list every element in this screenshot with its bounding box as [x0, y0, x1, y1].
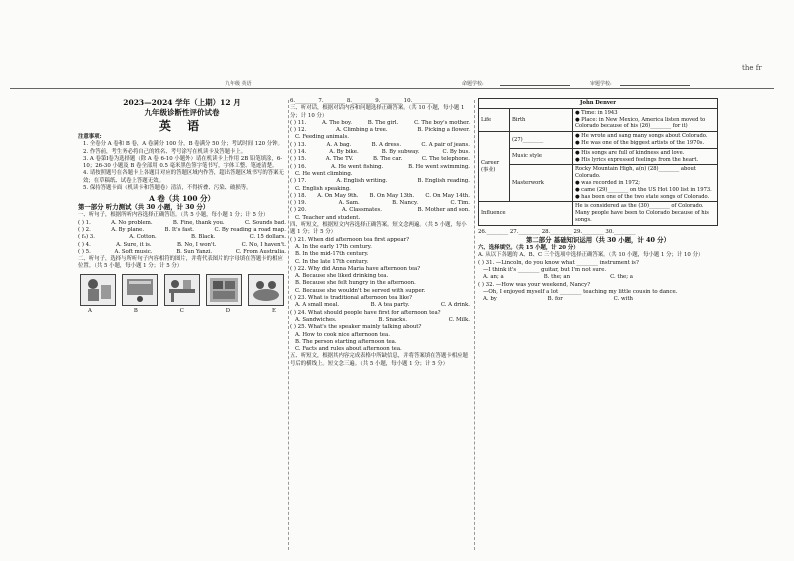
row-label-music-style: Music style — [510, 148, 573, 165]
question-row: ( ) 11. A. The boy. B. The girl. C. The boy's mother. — [290, 119, 470, 126]
picture-d — [206, 274, 242, 306]
note: 4. 请按照题号在各题卡上各题目对应的答题区域内作答，超出答题区域书写的答案无效；在草稿纸、试卷上答题无效。 — [83, 170, 284, 184]
column-divider — [474, 100, 475, 550]
question-stem: ( ) 32. —How was your weekend, Nancy? — [478, 281, 591, 288]
year-line: 2023—2024 学年（上期）12 月 — [123, 98, 241, 107]
question-option: C. In the late 17th century. — [295, 258, 369, 265]
picture-labels: A B C D E — [88, 307, 276, 314]
picture-b — [122, 274, 158, 306]
question-option: A. Because she liked drinking tea. — [295, 273, 389, 280]
question-row: ( ) 16. A. He went fishing. B. He went swimming. — [290, 163, 470, 170]
section-instruction: 一、听句子，根据所听内容选择正确答语。（共 5 小题，每小题 1 分；计 5 分） — [78, 212, 269, 219]
question-row: ( ) 18. A. On May 9th. B. On May 13th. C. On May 14th. — [290, 192, 470, 199]
column-1 — [78, 98, 286, 315]
question-stem: ( ) 21. When did afternoon tea first appear? — [290, 236, 410, 243]
masterwork-cell: Rocky Mountain High, a(n) (28)________ about Colorado. ● was recorded in 1972; ● came (29)________ on the US Hot 100 list in 1973. ● has been one of the two state songs of Colorado. — [573, 165, 718, 202]
section-instruction: 二、听句子，选择与所听句子内容相符的图片，并将代表图片的字母填在答题卡的相应位置。（共 5 小题，每小题 1 分；计 5 分） — [78, 256, 283, 270]
a-volume-title: A 卷（共 100 分） — [149, 194, 215, 204]
note: 5. 保持答题卡面（机读卡和答题卷）清洁，不得折叠、污染、破损等。 — [83, 185, 252, 192]
grade-subject: 九年级 英语 — [225, 81, 252, 87]
question-option: C. Teacher and student. — [295, 214, 361, 221]
part2-title: 第二部分 基础知识运用（共 30 小题，计 40 分） — [526, 236, 670, 245]
part1-title: 第一部分 听力测试（共 30 小题，计 30 分） — [78, 203, 210, 212]
question-option: C. Because she wouldn't be served with supper. — [295, 287, 426, 294]
question-row: ( ) 12. A. Climbing a tree. B. Picking a flower. — [290, 127, 470, 134]
picture-e — [248, 274, 284, 306]
question-row: ( ) 1. A. No problem. B. Fine, thank you. C. Sounds bad. — [78, 219, 286, 226]
school-blank — [500, 80, 570, 86]
question-option: B. In the mid-17th century. — [295, 251, 369, 258]
picture-c — [164, 274, 200, 306]
subject-title: 英 语 — [158, 119, 206, 133]
question-option: B. Because she felt hungry in the afternoon. — [295, 280, 416, 287]
section-instruction: 三、听对话，根据对话内容和问题选择正确答案。（共 10 小题，每小题 1 分；计 10 分） — [290, 105, 465, 119]
examiner-blank — [620, 80, 690, 86]
answer-blank-line: 6.________ 7.________ 8.________ 9.________ 10.________ — [290, 98, 434, 104]
question-row: ( ) 5. A. Soft music. B. Sun Yanzi. C. From Australia. — [78, 248, 286, 255]
question-stem: ( ) 23. What is traditional afternoon tea like? — [290, 295, 412, 302]
corner-text: the fr — [742, 64, 762, 72]
section-title: 六、选择填空。（共 15 小题，计 20 分） — [478, 245, 579, 252]
answer-blank-line: 26.________ 27.________ 28.________ 29.________ 30.________ — [478, 228, 636, 235]
question-option: C. Feeding animals. — [295, 134, 349, 141]
question-option: B. The person starting afternoon tea. — [295, 338, 397, 345]
school-label: 命题学校: — [462, 81, 484, 87]
column-3 — [478, 98, 718, 303]
question-option: A. In the early 17th century. — [295, 243, 372, 250]
question-row: A. A small meal. B. A tea party. C. A drink. — [295, 302, 470, 309]
column-divider — [288, 100, 289, 550]
notes-title: 注意事项: — [78, 134, 102, 140]
question-option: C. He went climbing. — [295, 170, 353, 177]
question-stem: ( ) 24. What should people have first for afternoon tea? — [290, 309, 441, 316]
picture-a — [80, 274, 116, 306]
column-2 — [290, 98, 470, 368]
row-label-27: (27)________ — [510, 132, 573, 149]
influence-cell: He is considered as the (30)________ of Colorado. Many people have been to Colorado because of his songs. — [573, 202, 718, 225]
question-row: ( ) 20. A. Classmates. B. Mother and son. — [290, 207, 470, 214]
row-label-influence: Influence — [479, 202, 573, 225]
row-label-masterwork: Masterwork — [510, 165, 573, 202]
question-option: C. Facts and rules about afternoon tea. — [295, 346, 402, 353]
birth-cell: ● Time: in 1943 ● Place: in New Mexico, America listen moved to Colorado because of his (26)________ for it) — [573, 108, 718, 131]
question-row: ( ) 17. A. English writing. B. English reading. — [290, 178, 470, 185]
question-option: C. English speaking. — [295, 185, 351, 192]
question-row: ( ) 4. A. Sure, it is. B. No, I won't. C. No, I haven't. — [78, 241, 286, 248]
question-stem: ( ) 31. —Lincoln, do you know what ________ instrument is? — [478, 259, 639, 266]
info-table — [478, 98, 718, 226]
question-row: ( ) 2. A. By plane. B. It's fast. C. By reading a road map. — [78, 226, 286, 233]
section-instruction: A. 从以下各题的 A、B、C 三个选项中选择正确答案。（共 10 小题，每小题 1 分；计 10 分） — [478, 252, 704, 259]
picture-row — [80, 274, 284, 306]
section-instruction: 四、听短文，根据短文内容选择正确答案。短文念两遍。（共 5 小题，每小题 1 分；计 5 分） — [290, 222, 467, 236]
question-option: A. How to cook nice afternoon tea. — [295, 331, 390, 338]
exam-name: 九年级诊断性评价试卷 — [144, 108, 220, 117]
question-row: ( ) 13. A. A bag. B. A dress. C. A pair of jeans. — [290, 141, 470, 148]
question-row: A. an; a B. the; an C. the; a — [483, 274, 633, 281]
question-row: A. Sandwiches. B. Snacks. C. Milk. — [295, 316, 470, 323]
section-instruction: 五、听短文，根据其内容完成表格中所缺信息，并将答案填在答题卡相应题号后的横线上。短文念三遍。（共 5 小题，每小题 1 分；计 5 分） — [290, 353, 468, 367]
question-stem: ( ) 22. Why did Anna Maria have afternoon tea? — [290, 265, 421, 272]
question-row: ( ) 15. A. The TV. B. The car. C. The telephone. — [290, 156, 470, 163]
header-rule — [10, 88, 774, 89]
row-label-life: Life — [479, 108, 510, 131]
note: 2. 作答前，考生务必将自己的姓名、考号涂写在机读卡及答题卡上。 — [83, 148, 247, 155]
question-row: ( ) 19. A. Sam. B. Nancy. C. Tim. — [290, 200, 470, 207]
row-label-birth: Birth — [510, 108, 573, 131]
question-row: A. by B. for C. with — [483, 296, 633, 303]
note: 3. A 卷第Ⅰ卷为选择题（除 A 卷 6-10 小题外）请在机读卡上作用 2B 铅笔填涂，6-10；26-30 小题及 B 卷全部用 0.5 毫米黑色签字笔书写，字体工整、笔迹清楚。 — [83, 155, 283, 170]
question-stem: —Oh, I enjoyed myself a lot ________ teaching my little cousin to dance. — [483, 288, 678, 295]
question-stem: —I think it's ________ guitar, but I'm not sure. — [483, 266, 607, 273]
row-label-career: Career (事业) — [479, 132, 510, 202]
note: 1. 全卷分 A 卷和 B 卷，A 卷满分 100 分，B 卷满分 50 分；考试时间 120 分钟。 — [83, 141, 283, 148]
question-row: ( f₃) 3. A. Cotton. B. Black. C. 15 dollars. — [78, 234, 286, 241]
question-stem: ( ) 25. What's the speaker mainly talking about? — [290, 324, 422, 331]
music-style-cell: ● His songs are full of kindness and love. ● His lyrics expressed feelings from the heart. — [573, 148, 718, 165]
examiner-label: 审题学校: — [590, 81, 612, 87]
question-row: ( ) 14. A. By bike. B. By subway. C. By bus. — [290, 149, 470, 156]
row27-cell: ● He wrote and sang many songs about Colorado. ● He was one of the biggest artists of the 1970s. — [573, 132, 718, 149]
table-title: John Denver — [479, 99, 718, 109]
